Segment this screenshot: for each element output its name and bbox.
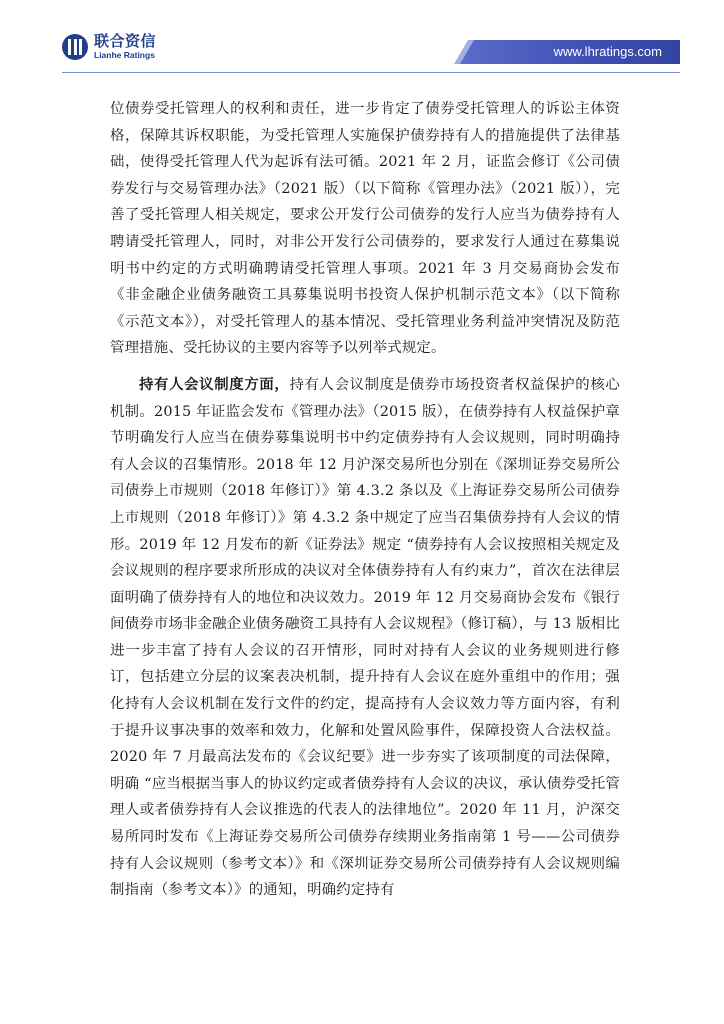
page-header bbox=[0, 0, 724, 72]
paragraph-lead: 持有人会议制度方面， bbox=[139, 375, 290, 393]
paragraph-trustee: 位债券受托管理人的权利和责任，进一步肯定了债券受托管理人的诉讼主体资格，保障其诉权职能，为受托管理人实施保护债券持有人的措施提供了法律基础，使得受托管理人代为起诉有法可循。2021 年 2 月，证监会修订《公司债券发行与交易管理办法》（2021 版）（以下简称《管理办法》（2021 版）），完善了受托管理人相关规定，要求公开发行公司债券的发行人应当为债券持有人聘请受托管理人，同时，对非公开发行公司债券的，要求发行人通过在募集说明书中约定的方式明确聘请受托管理人事项。2021 年 3 月交易商协会发布《非金融企业债务融资工具募集说明书投资人保护机制示范文本》（以下简称《示范文本》），对受托管理人的基本情况、受托管理业务利益冲突情况及防范管理措施、受托协议的主要内容等予以列举式规定。 bbox=[110, 101, 620, 357]
header-divider bbox=[62, 72, 680, 73]
paragraph-text: 持有人会议制度是债券市场投资者权益保护的核心机制。2015 年证监会发布《管理办法》（2015 版），在债券持有人权益保护章节明确发行人应当在债券募集说明书中约定债券持有人会议规则，同时明确持有人会议的召集情形。2018 年 12 月沪深交易所也分别在《深圳证券交易所公司债券上市规则（2018 年修订）》第 4.3.2 条以及《上海证券交易所公司债券上市规则（2018 年修订）》第 4.3.2 条中规定了应当召集债券持有人会议的情形。2019 年 12 月发布的新《证券法》规定 “债券持有人会议按照相关规定及会议规则的程序要求所形成的决议对全体债券持有人有约束力”，首次在法律层面明确了债券持有人的地位和决议效力。2019 年 12 月交易商协会发布《银行间债券市场非金融企业债务融资工具持有人会议规程》（修订稿），与 13 版相比进一步丰富了持有人会议的召开情形，同时对持有人会议的业务规则进行修订，包括建立分层的议案表决机制，提升持有人会议在庭外重组中的作用；强化持有人会议机制在发行文件的约定，提高持有人会议效力等方面内容，有利于提升议事决事的效率和效力，化解和处置风险事件，保障投资人合法权益。2020 年 7 月最高法发布的《会议纪要》进一步夯实了该项制度的司法保障，明确 “应当根据当事人的协议约定或者债券持有人会议的决议，承认债券受托管理人或者债券持有人会议推选的代表人的法律地位”。2020 年 11 月，沪深交易所同时发布《上海证券交易所公司债券存续期业务指南第 1 号——公司债券持有人会议规则（参考文本）》和《深圳证券交易所公司债券持有人会议规则编制指南（参考文本）》的通知，明确约定持有 bbox=[110, 376, 620, 899]
logo-mark-icon bbox=[62, 34, 88, 60]
website-url: www.lhratings.com bbox=[553, 44, 662, 59]
paragraph-holders-meeting bbox=[110, 372, 620, 904]
logo-cn: 联合资信 bbox=[94, 32, 157, 51]
logo bbox=[62, 34, 156, 60]
logo-text bbox=[94, 34, 156, 60]
logo-en: Lianhe Ratings bbox=[94, 50, 155, 61]
document-body bbox=[110, 96, 620, 914]
